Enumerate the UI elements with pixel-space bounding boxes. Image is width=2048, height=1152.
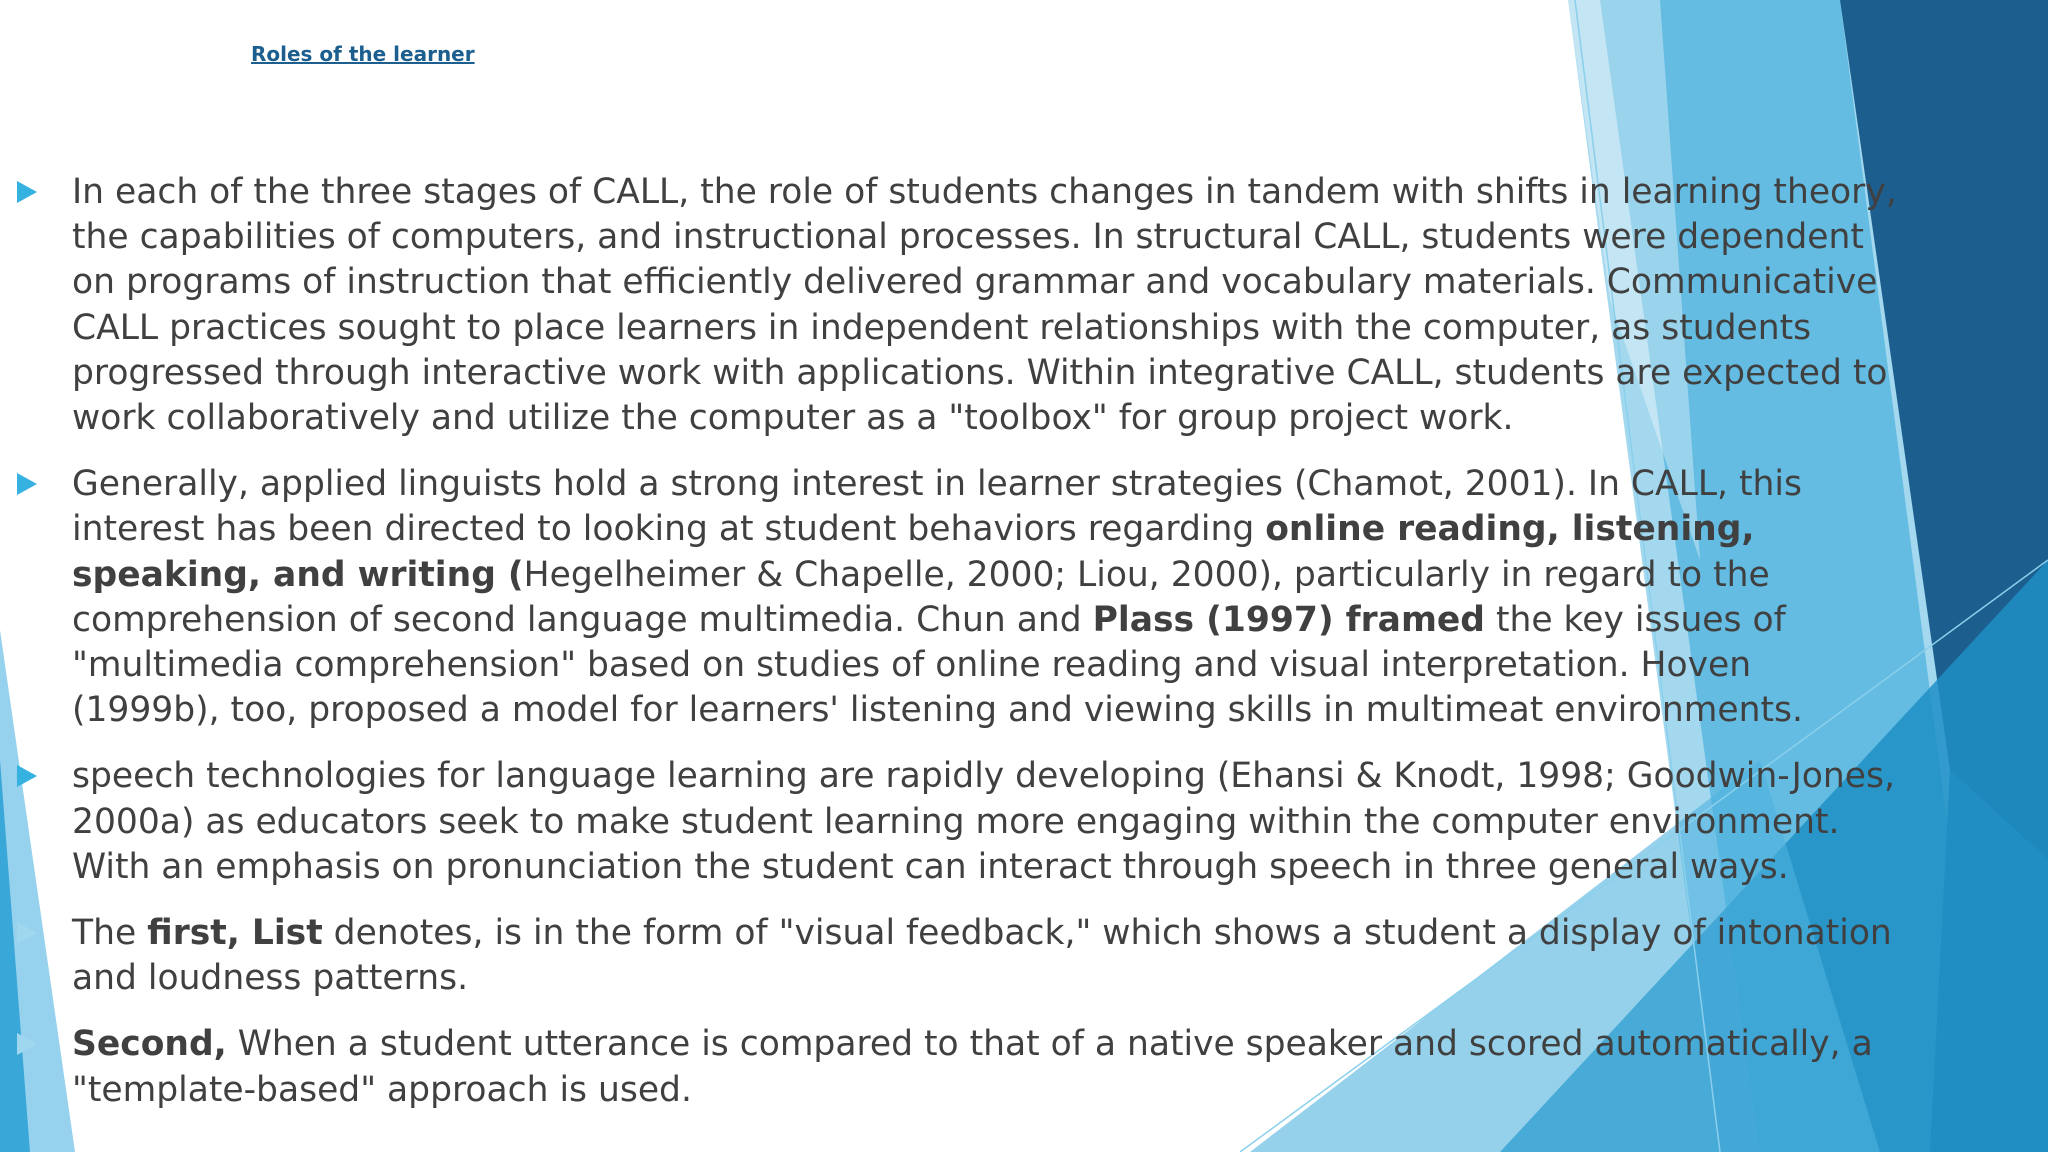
bullet-text [72, 756, 1895, 886]
bullet-item [0, 754, 1900, 890]
bullet-item [0, 911, 1900, 1001]
bullet-text [72, 172, 1897, 438]
bold-segment: first, List [147, 913, 323, 954]
bold-segment: Second, [72, 1024, 227, 1065]
slide-title[interactable]: Roles of the learner [251, 42, 475, 66]
bullet-arrow-icon [17, 922, 37, 944]
text-segment: denotes, is in the form of "visual feedback," which shows a student a display of intonation and loudness patterns. [72, 913, 1892, 999]
bullet-arrow-icon [17, 181, 37, 203]
bullet-list [0, 170, 1900, 1134]
bold-segment: Plass (1997) framed [1092, 599, 1485, 640]
text-segment: The [72, 913, 148, 954]
bullet-text [72, 1024, 1873, 1109]
text-segment: the key issues of "multimedia comprehension" based on studies of online reading and visual interpretation. Hoven (1999b), too, proposed a model for learners' listening and viewing skills in multimeat environments. [72, 599, 1803, 731]
text-segment: Hegelheimer & Chapelle, 2000; Liou, 2000), particularly in regard to the comprehension of second language multimedia. Chun and [72, 554, 1770, 640]
text-segment: In each of the three stages of CALL, the role of students changes in tandem with shifts in learning theory, the capabilities of computers, and instructional processes. In structural CALL, students were dependent on programs of instruction that efficiently delivered grammar and vocabulary materials. Communicative CALL practices sought to place learners in independent relationships with the computer, as students progressed through interactive work with applications. Within integrative CALL, students are expected to work collaboratively and utilize the computer as a "toolbox" for group project work. [72, 172, 1897, 439]
text-segment: speech technologies for language learning are rapidly developing (Ehansi & Knodt, 1998; Goodwin-Jones, 2000a) as educators seek to make student learning more engaging within the computer environment. With an emphasis on pronunciation the student can interact through speech in three general ways. [72, 756, 1895, 887]
bold-segment: online reading, listening, speaking, and writing ( [72, 509, 1755, 595]
text-segment: Generally, applied linguists hold a strong interest in learner strategies (Chamot, 2001). In CALL, this interest has been directed to looking at student behaviors regarding [72, 464, 1802, 550]
bullet-text [72, 464, 1803, 730]
bullet-arrow-icon [17, 1033, 37, 1055]
bullet-item [0, 1022, 1900, 1112]
text-segment: When a student utterance is compared to that of a native speaker and scored automatically, a "template-based" approach is used. [72, 1024, 1873, 1110]
bullet-item [0, 462, 1900, 733]
bullet-text [72, 913, 1892, 998]
bullet-arrow-icon [17, 473, 37, 495]
bullet-item [0, 170, 1900, 441]
bullet-arrow-icon [17, 765, 37, 787]
